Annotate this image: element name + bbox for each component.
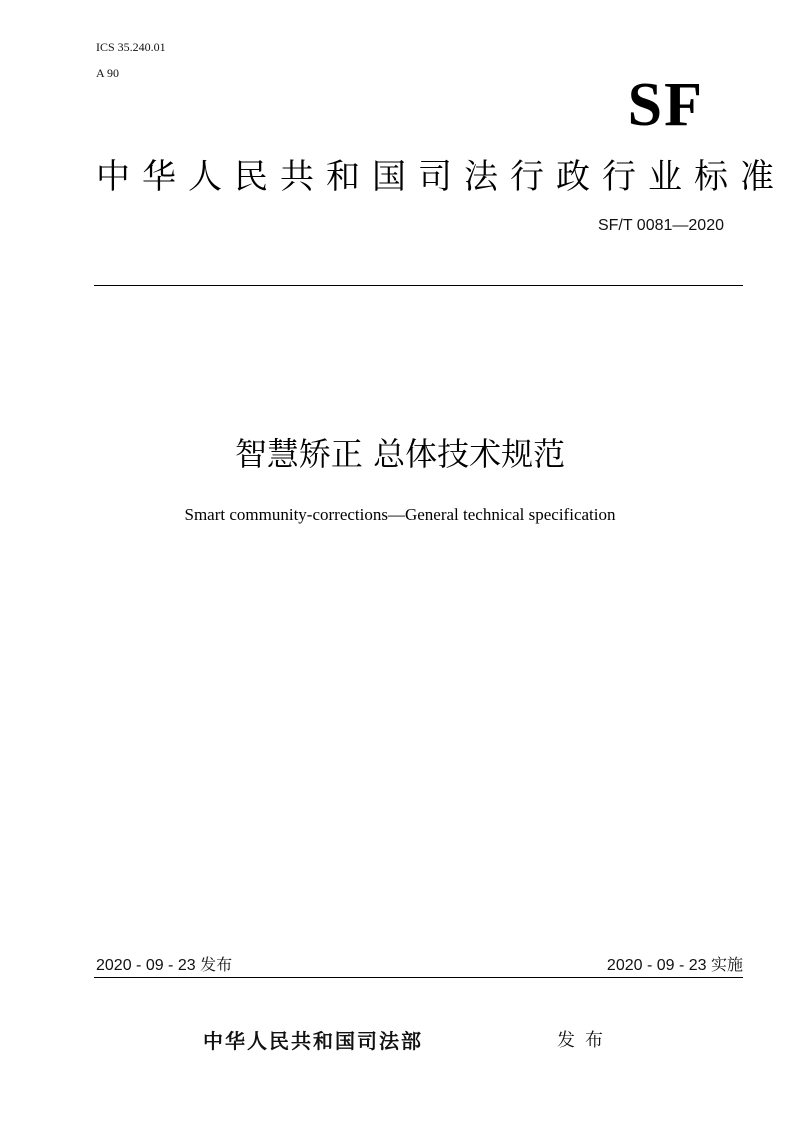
implementation-date: 2020 - 09 - 23 实施 <box>606 957 743 974</box>
standard-type-heading: 中华人民共和国司法行政行业标准 <box>96 157 786 197</box>
ics-code: ICS 35.240.01 <box>96 40 166 54</box>
issue-date: 2020 - 09 - 23 发布 <box>96 957 233 974</box>
issuing-authority: 中华人民共和国司法部 <box>203 1029 423 1053</box>
bottom-divider <box>94 977 743 978</box>
standard-number: SF/T 0081—2020 <box>597 217 724 234</box>
document-title-chinese: 智慧矫正 总体技术规范 <box>234 435 566 473</box>
document-title-english: Smart community-corrections—General technical specification <box>184 505 616 524</box>
top-divider <box>94 285 743 286</box>
publish-label: 发布 <box>557 1030 613 1051</box>
ccs-code: A 90 <box>96 66 120 80</box>
sf-logo: SF <box>627 71 704 139</box>
